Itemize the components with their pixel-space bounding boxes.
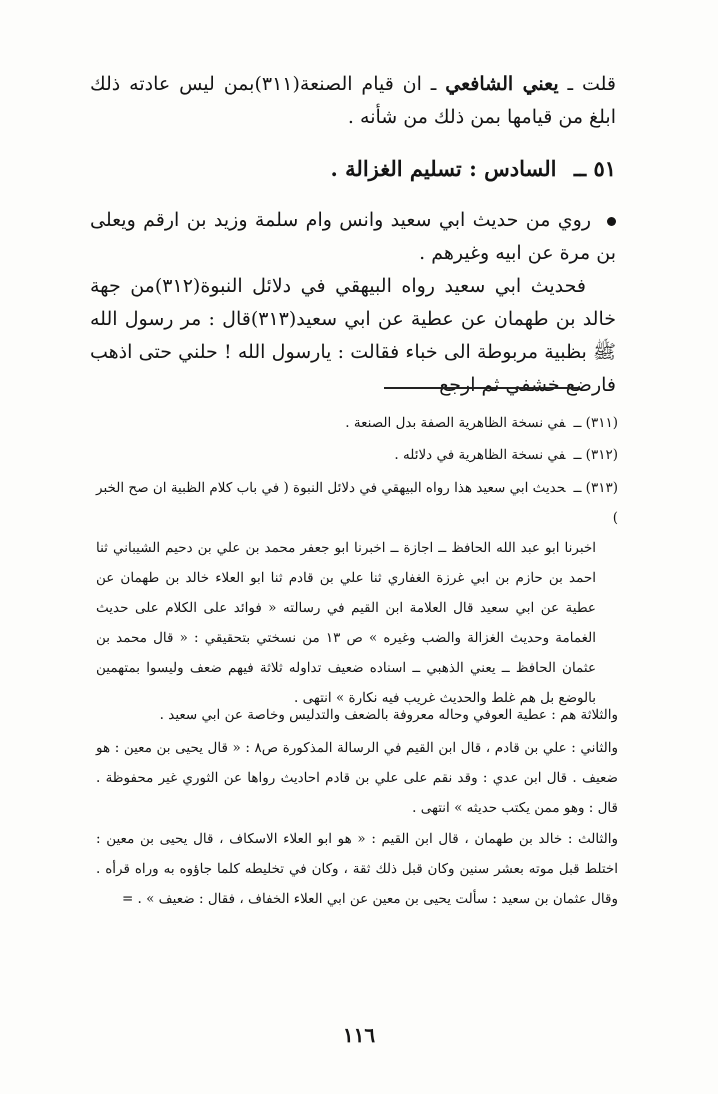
footnote-text: حديث ابي سعيد هذا رواه البيهقي في دلائل النبوة ( في باب كلام الظبية ان صح الخبر )	[96, 480, 618, 526]
paragraph-narration	[90, 204, 616, 270]
footnote-mark: (٣١١) ــ	[573, 415, 618, 431]
footnote-312	[96, 440, 618, 470]
paragraph-tail: بمن ليس عادته ذلك ابلغ من قيامها بمن ذلك من شأنه .	[90, 73, 616, 128]
footnote-mark: (٣١٢) ــ	[573, 447, 618, 463]
footnote-second-narrator: والثاني : علي بن قادم ، قال ابن القيم في الرسالة المذكورة ص٨ : « قال يحيى بن معين : هو ضعيف . قال ابن عدي : وقد نقم على علي بن قادم احاديث رواها عن الثوري غير محفوظة . قال : وهو ممن يكتب حديثه » انتهى .	[96, 740, 618, 816]
section-number: ٥١ ــ	[573, 156, 616, 181]
paragraph-narration-text: روي من حديث ابي سعيد وانس وام سلمة وزيد بن ارقم ويعلى بن مرة عن ابيه وغيرهم .	[90, 209, 616, 264]
hadith-part-2: من جهة خالد بن طهمان عن عطية عن ابي سعيد	[90, 275, 616, 330]
paragraph-text: ـ ان قيام الصنعة	[299, 73, 446, 95]
hadith-part-1: فحديث ابي سعيد رواه البيهقي في دلائل النبوة	[200, 275, 586, 297]
paragraph-lead: قلت ـ	[558, 73, 616, 95]
footnote-313-body: اخبرنا ابو عبد الله الحافظ ــ اجازة ــ اخبرنا ابو جعفر محمد بن علي بن دحيم الشيباني ثنا احمد بن حازم بن ابي غرزة الغفاري ثنا علي بن قادم ثنا ابو العلاء خالد بن طهمان عن عطية عن ابي سعيد قال العلامة ابن القيم في رسالته « فوائد على الكلام على حديث الغمامة وحديث الغزالة والضب وغيره » ص ١٣ من نسختي بتحقيقي : « قال محمد بن عثمان الحافظ ــ يعني الذهبي ــ اسناده ضعيف تداوله ثلاثة فيهم ضعف وليسوا بمتهمين بالوضع بل هم غلط والحديث غريب فيه نكارة » انتهى .	[96, 540, 596, 706]
page-number: ١١٦	[342, 1023, 376, 1047]
hadith-part-3: قال : مر رسول الله ﷺ بظبية مربوطة الى خباء فقالت : يارسول الله ! حلني حتى اذهب فارضع خشفي ثم ارجع	[90, 308, 616, 396]
footnote-mark: (٣١٣) ــ	[573, 480, 619, 496]
footnote-ref-313: (٣١٣)	[250, 308, 297, 330]
footnote-ref-312: (٣١٢)	[154, 275, 201, 297]
bullet-icon	[607, 217, 616, 226]
paragraph-opening	[90, 68, 616, 134]
footnote-text: في نسخة الظاهرية الصفة بدل الصنعة .	[345, 415, 566, 431]
footnote-ref-311: (٣١١)	[254, 73, 300, 95]
paragraph-bold-phrase: يعني الشافعي	[445, 73, 559, 95]
section-title: السادس : تسليم الغزالة .	[330, 156, 557, 181]
footnote-divider	[384, 387, 580, 389]
footnote-313	[96, 473, 618, 713]
footnote-311	[96, 408, 618, 438]
footnote-narrators-intro: والثلاثة هم : عطية العوفي وحاله معروفة بالضعف والتدليس وخاصة عن ابي سعيد .	[159, 707, 618, 723]
footnote-313-head	[96, 473, 618, 533]
section-heading	[90, 152, 616, 186]
paragraph-hadith	[90, 270, 616, 402]
footnote-text: في نسخة الظاهرية في دلائله .	[394, 447, 566, 463]
footnote-third-narrator: والثالث : خالد بن طهمان ، قال ابن القيم : « هو ابو العلاء الاسكاف ، قال يحيى بن معين : اختلط قبل موته بعشر سنين وكان قبل ذلك ثقة ، وكان في تخليطه كلما جاؤوه به وراه قرأه . وقال عثمان بن سعيد : سألت يحيى بن معين عن ابي العلاء الخفاف ، فقال : ضعيف » . =	[96, 831, 618, 907]
